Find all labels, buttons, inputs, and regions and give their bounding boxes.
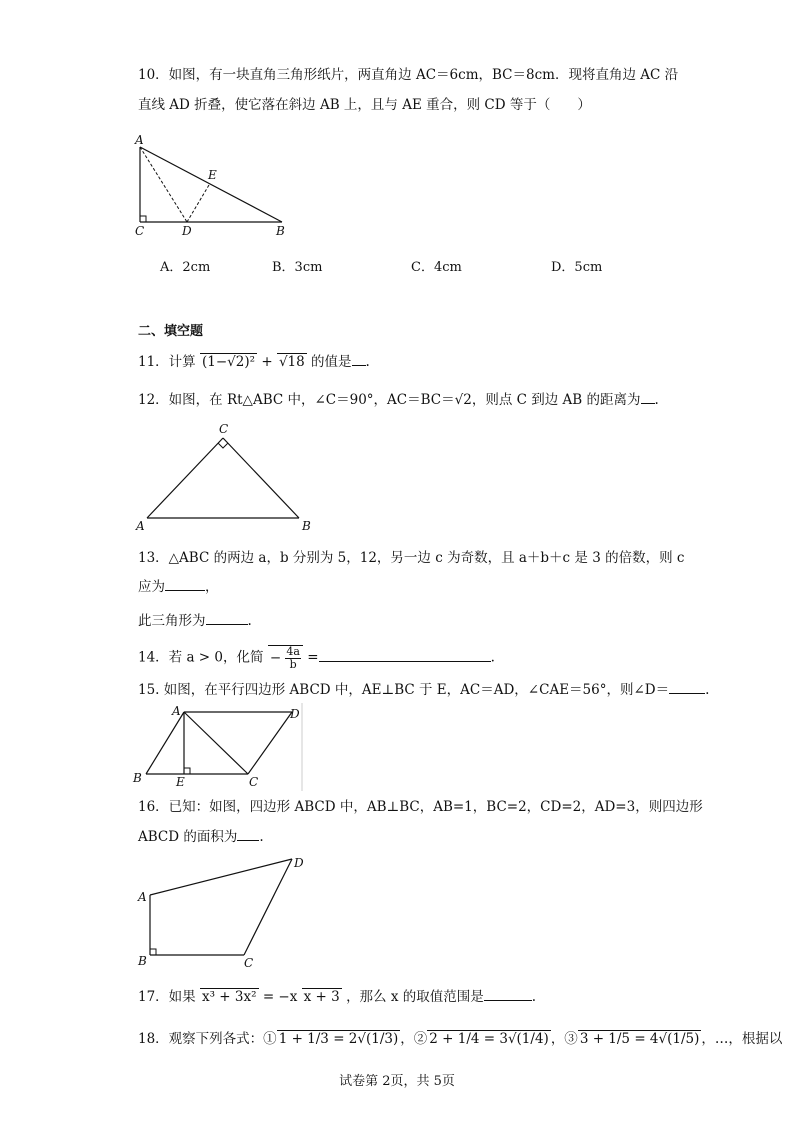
q10-option-c[interactable]: C．4cm — [411, 260, 462, 275]
q10-line2: 直线 AD 折叠，使它落在斜边 AB 上，且与 AE 重合，则 CD 等于（ ） — [138, 97, 591, 113]
page-footer: 试卷第 2页，共 5页 — [339, 1074, 455, 1089]
q12-label-c: C — [219, 422, 229, 436]
q12: 12．如图，在 Rt△ABC 中，∠C＝90°，AC＝BC＝√2，则点 C 到边 AB 的距离为 . — [138, 392, 659, 408]
q15-label-a: A — [172, 704, 181, 718]
q13-line2: 应为 ， — [138, 579, 219, 595]
q10-figure — [130, 130, 300, 245]
q17: 17．如果 x³ + 3x² = −x x + 3 ，那么 x 的取值范围是 . — [138, 989, 537, 1005]
q10-line1: 10．如图，有一块直角三角形纸片，两直角边 AC＝6cm，BC＝8cm．现将直角边 AC 沿 — [138, 67, 679, 83]
q10-option-d[interactable]: D．5cm — [551, 260, 603, 275]
q15-figure — [132, 703, 304, 791]
q15-label-d: D — [290, 707, 300, 721]
q15: 15. 如图，在平行四边形 ABCD 中，AE⊥BC 于 E，AC＝AD，∠CAE＝56°，则∠D＝ . — [138, 682, 710, 698]
q16-line1: 16．已知：如图，四边形 ABCD 中，AB⊥BC，AB=1，BC=2，CD=2，AD=3，则四边形 — [138, 799, 703, 815]
q12-label-a: A — [136, 519, 145, 533]
section-title-fill-in: 二、填空题 — [138, 324, 204, 339]
q16-label-a: A — [138, 890, 147, 904]
q10-label-b: B — [276, 224, 285, 238]
q16-label-c: C — [244, 956, 254, 970]
q16-label-b: B — [138, 954, 147, 968]
q16-line2: ABCD 的面积为 . — [138, 829, 264, 845]
q15-answer-blank[interactable] — [669, 681, 705, 694]
q10-label-d: D — [182, 224, 192, 238]
q13-line3: 此三角形为 . — [138, 613, 252, 629]
q11-answer-blank[interactable] — [352, 353, 366, 366]
q11-expr2: √18 — [278, 354, 305, 370]
q13-answer-blank-2[interactable] — [206, 612, 248, 625]
q12-answer-blank[interactable] — [641, 391, 655, 404]
q12-label-b: B — [302, 519, 311, 533]
q16-answer-blank[interactable] — [237, 828, 259, 841]
q15-label-b: B — [133, 771, 142, 785]
q14: 14．若 a > 0，化简 − $\frac{4a}{b}$ = . — [138, 645, 495, 671]
q10-label-e: E — [208, 168, 217, 182]
q14-answer-blank[interactable] — [319, 649, 491, 662]
q15-label-e: E — [176, 775, 185, 789]
q13-answer-blank-1[interactable] — [165, 578, 205, 591]
q11: 11．计算 (1−√2)² + √18 的值是 . — [138, 354, 370, 370]
q13-line1: 13．△ABC 的两边 a，b 分别为 5，12，另一边 c 为奇数，且 a＋b＋c 是 3 的倍数，则 c — [138, 550, 685, 566]
q15-label-c: C — [249, 775, 259, 789]
q10-option-a[interactable]: A．2cm — [160, 260, 211, 275]
q17-answer-blank[interactable] — [484, 988, 532, 1001]
q16-label-d: D — [294, 856, 304, 870]
q10-label-c: C — [135, 224, 145, 238]
q10-label-a: A — [135, 133, 144, 147]
q16-figure — [134, 855, 314, 970]
q10-option-b[interactable]: B．3cm — [272, 260, 323, 275]
q11-expr1: (1−√2)² — [201, 354, 256, 370]
q18: 18．观察下列各式：① 1 + 1/3 = 2√(1/3) ，② 2 + 1/4 = 3√(1/4) ，③ 3 + 1/5 = 4√(1/5) ，…，根据以 — [138, 1031, 783, 1047]
q12-figure — [135, 420, 315, 535]
